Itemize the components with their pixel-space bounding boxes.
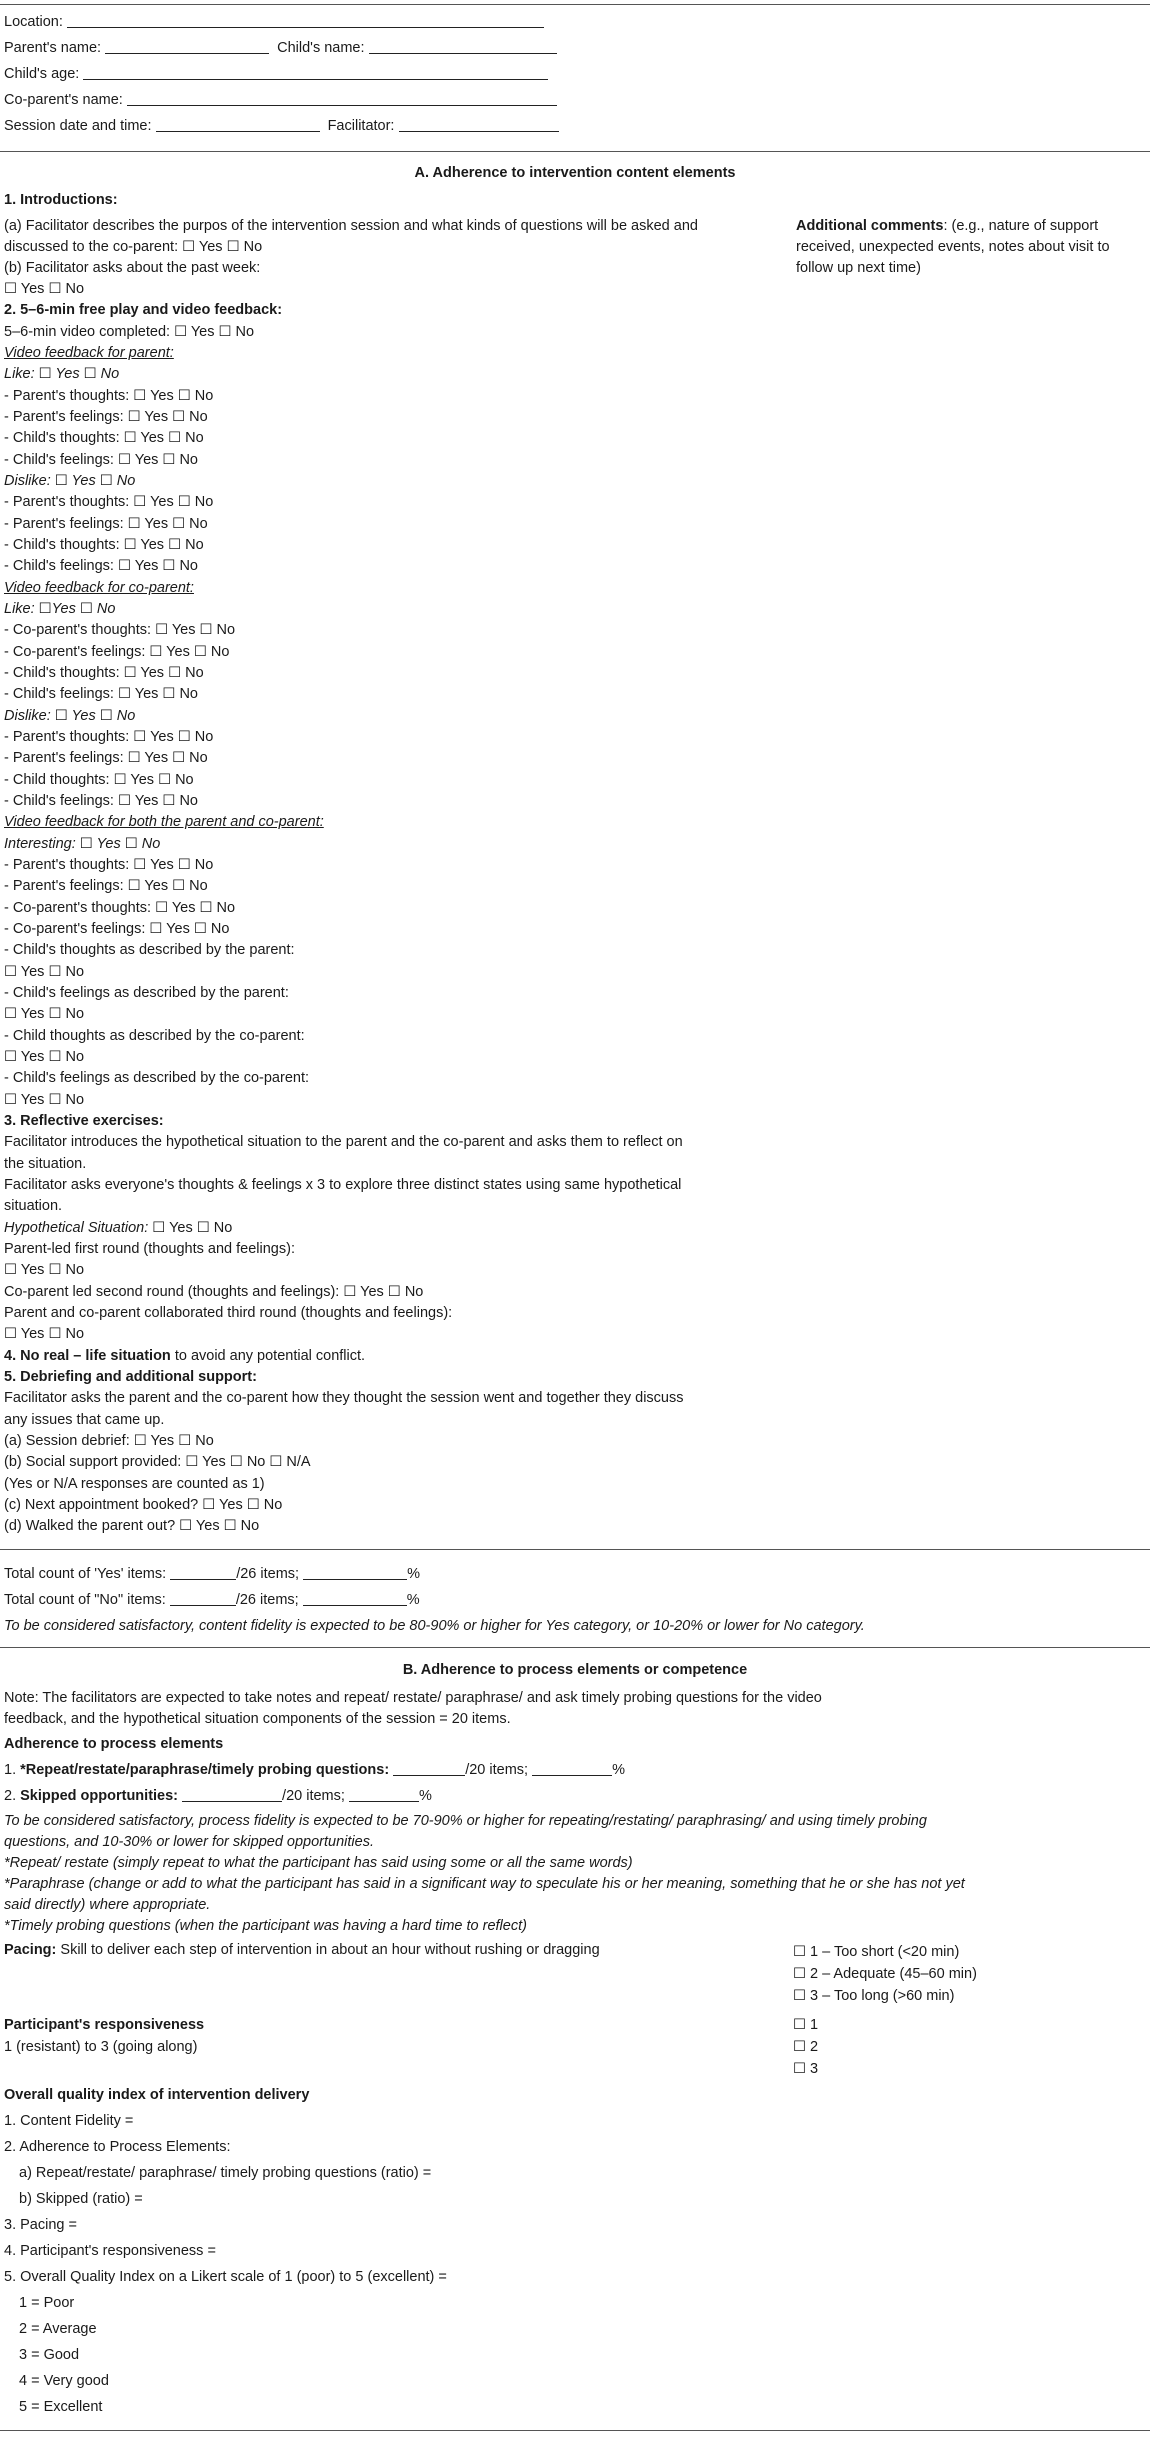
process-item-2-label: Skipped opportunities: (20, 1788, 179, 1804)
quality-repeat-ratio: a) Repeat/restate/ paraphrase/ timely probing questions (ratio) = (19, 2165, 432, 2181)
quality-overall-index: 5. Overall Quality Index on a Likert scale of 1 (poor) to 5 (excellent) = (4, 2269, 447, 2285)
names-row (4, 38, 557, 59)
child-name-label: Child's name: (277, 40, 365, 56)
child-thoughts-by-coparent: - Child thoughts as described by the co-parent: (4, 1028, 305, 1044)
parent-feelings-1[interactable]: - Parent's feelings: ☐ Yes ☐ No (4, 409, 208, 425)
parent-thoughts-2[interactable]: - Parent's thoughts: ☐ Yes ☐ No (4, 494, 214, 510)
definition-paraphrase-l2: said directly) where appropriate. (4, 1897, 211, 1913)
child-thoughts-4[interactable]: - Child thoughts: ☐ Yes ☐ No (4, 772, 194, 788)
hypothetical-label: Hypothetical Situation: (4, 1220, 149, 1236)
child-feelings-3[interactable]: - Child's feelings: ☐ Yes ☐ No (4, 686, 198, 702)
additional-comments (796, 216, 1098, 237)
child-thoughts-by-parent: - Child's thoughts as described by the parent: (4, 942, 295, 958)
walked-parent-out[interactable]: (d) Walked the parent out? ☐ Yes ☐ No (4, 1518, 260, 1534)
parent-thoughts-1[interactable]: - Parent's thoughts: ☐ Yes ☐ No (4, 388, 214, 404)
debriefing-l1: Facilitator asks the parent and the co-parent how they thought the session went and together they discuss (4, 1390, 684, 1406)
video-feedback-coparent-heading: Video feedback for co-parent: (4, 580, 194, 596)
scale-excellent: 5 = Excellent (19, 2399, 103, 2415)
video-feedback-both-heading: Video feedback for both the parent and co-parent: (4, 814, 324, 830)
yes-no-6[interactable]: ☐ Yes ☐ No (4, 1326, 85, 1342)
reflective-heading: 3. Reflective exercises: (4, 1113, 164, 1129)
pacing-option-3[interactable]: ☐ 3 – Too long (>60 min) (793, 1988, 955, 2004)
yes-count-items: /26 items; (236, 1566, 300, 1582)
intro-item-a: (a) Facilitator describes the purpos of the intervention session and what kinds of questions will be asked and (4, 218, 698, 234)
quality-responsiveness: 4. Participant's responsiveness = (4, 2243, 216, 2259)
parent-thoughts-3[interactable]: - Parent's thoughts: ☐ Yes ☐ No (4, 729, 214, 745)
process-item-2 (4, 1786, 432, 1807)
rule-header (0, 151, 1150, 152)
process-note-l2: questions, and 10-30% or lower for skipped opportunities. (4, 1834, 374, 1850)
process-item-1-pct: % (612, 1762, 625, 1778)
child-age-field[interactable] (83, 65, 548, 80)
reflective-l1: Facilitator introduces the hypothetical situation to the parent and the co-parent and asks them to reflect on (4, 1134, 683, 1150)
facilitator-field[interactable] (399, 117, 559, 132)
no-count-label: Total count of "No" items: (4, 1592, 166, 1608)
parent-name-field[interactable] (105, 39, 269, 54)
responsiveness-scale: 1 (resistant) to 3 (going along) (4, 2039, 198, 2055)
section-a-title: A. Adherence to intervention content elements (414, 165, 736, 181)
no-count-field[interactable] (170, 1591, 236, 1606)
parent-thoughts-4[interactable]: - Parent's thoughts: ☐ Yes ☐ No (4, 857, 214, 873)
round-2[interactable]: Co-parent led second round (thoughts and feelings): ☐ Yes ☐ No (4, 1284, 424, 1300)
parent-feelings-2[interactable]: - Parent's feelings: ☐ Yes ☐ No (4, 516, 208, 532)
process-item-1-items: /20 items; (465, 1762, 529, 1778)
no-real-life (4, 1346, 365, 1367)
intro-item-a-cont: discussed to the co-parent: ☐ Yes ☐ No (4, 239, 263, 255)
additional-comments-label: Additional comments (796, 218, 944, 234)
location-row (4, 12, 544, 33)
process-item-2-num: 2. (4, 1788, 21, 1804)
process-item-1-num: 1. (4, 1762, 21, 1778)
yes-no-5[interactable]: ☐ Yes ☐ No (4, 1262, 85, 1278)
process-item-1-percent[interactable] (532, 1761, 612, 1776)
next-appointment[interactable]: (c) Next appointment booked? ☐ Yes ☐ No (4, 1497, 283, 1513)
parent-feelings-3[interactable]: - Parent's feelings: ☐ Yes ☐ No (4, 750, 208, 766)
yes-no-3[interactable]: ☐ Yes ☐ No (4, 1049, 85, 1065)
debriefing-l2: any issues that came up. (4, 1412, 165, 1428)
like-2[interactable]: Like: ☐Yes ☐ No (4, 601, 116, 617)
yes-count-field[interactable] (170, 1565, 236, 1580)
yes-no-1[interactable]: ☐ Yes ☐ No (4, 964, 85, 980)
section-b-note-l2: feedback, and the hypothetical situation components of the session = 20 items. (4, 1711, 511, 1727)
responsiveness-option-1[interactable]: ☐ 1 (793, 2017, 819, 2033)
location-label: Location: (4, 14, 63, 30)
parent-feelings-4[interactable]: - Parent's feelings: ☐ Yes ☐ No (4, 878, 208, 894)
responsiveness-option-3[interactable]: ☐ 3 (793, 2061, 819, 2077)
process-item-2-count[interactable] (182, 1787, 282, 1802)
child-feelings-1[interactable]: - Child's feelings: ☐ Yes ☐ No (4, 452, 198, 468)
coparent-feelings-2[interactable]: - Co-parent's feelings: ☐ Yes ☐ No (4, 921, 230, 937)
pacing-option-2[interactable]: ☐ 2 – Adequate (45–60 min) (793, 1966, 977, 1982)
session-row (4, 116, 559, 137)
no-count-row (4, 1590, 420, 1611)
additional-comments-l2: received, unexpected events, notes about visit to (796, 239, 1110, 255)
yes-count-label: Total count of 'Yes' items: (4, 1566, 167, 1582)
quality-content-fidelity: 1. Content Fidelity = (4, 2113, 134, 2129)
yes-no-4[interactable]: ☐ Yes ☐ No (4, 1092, 85, 1108)
session-label: Session date and time: (4, 118, 152, 134)
process-note-l1: To be considered satisfactory, process fidelity is expected to be 70-90% or higher for repeating/restating/ paraphrasing/ and using timely probing (4, 1813, 927, 1829)
dislike-2[interactable]: Dislike: ☐ Yes ☐ No (4, 708, 136, 724)
process-item-2-percent[interactable] (349, 1787, 419, 1802)
scale-average: 2 = Average (19, 2321, 97, 2337)
definition-repeat: *Repeat/ restate (simply repeat to what the participant has said using some or all the same words) (4, 1855, 633, 1871)
process-item-1 (4, 1760, 625, 1781)
yes-na-note: (Yes or N/A responses are counted as 1) (4, 1476, 265, 1492)
reflective-l3: Facilitator asks everyone's thoughts & feelings x 3 to explore three distinct states using same hypothetical (4, 1177, 682, 1193)
child-name-field[interactable] (369, 39, 557, 54)
scale-poor: 1 = Poor (19, 2295, 75, 2311)
responsiveness-heading: Participant's responsiveness (4, 2017, 205, 2033)
child-feelings-4[interactable]: - Child's feelings: ☐ Yes ☐ No (4, 793, 198, 809)
introductions-heading: 1. Introductions: (4, 192, 118, 208)
parent-name-label: Parent's name: (4, 40, 102, 56)
no-count-items: /26 items; (235, 1592, 299, 1608)
session-date-field[interactable] (156, 117, 320, 132)
quality-process-elements: 2. Adherence to Process Elements: (4, 2139, 231, 2155)
process-heading: Adherence to process elements (4, 1736, 224, 1752)
no-percent-field[interactable] (303, 1591, 407, 1606)
coparent-name-row (4, 90, 557, 111)
pacing-label: Pacing: (4, 1942, 57, 1958)
dislike-1[interactable]: Dislike: ☐ Yes ☐ No (4, 473, 136, 489)
child-age-row (4, 64, 548, 85)
quality-index-heading: Overall quality index of intervention delivery (4, 2087, 310, 2103)
hypothetical-situation[interactable] (4, 1218, 232, 1239)
process-item-1-label: *Repeat/restate/paraphrase/timely probing questions: (20, 1762, 390, 1778)
video-feedback-parent-heading: Video feedback for parent: (4, 345, 174, 361)
coparent-name-label: Co-parent's name: (4, 92, 123, 108)
child-feelings-2[interactable]: - Child's feelings: ☐ Yes ☐ No (4, 558, 198, 574)
intro-item-b-checkboxes[interactable]: ☐ Yes ☐ No (4, 281, 85, 297)
reflective-l2: the situation. (4, 1156, 87, 1172)
section-b-title: B. Adherence to process elements or competence (402, 1662, 748, 1678)
additional-comments-l3: follow up next time) (796, 260, 921, 276)
pacing-row (4, 1940, 600, 1961)
hypothetical-checkboxes[interactable]: ☐ Yes ☐ No (148, 1220, 233, 1236)
child-feelings-by-parent: - Child's feelings as described by the parent: (4, 985, 289, 1001)
reflective-l4: situation. (4, 1198, 63, 1214)
child-thoughts-2[interactable]: - Child's thoughts: ☐ Yes ☐ No (4, 537, 204, 553)
scale-very-good: 4 = Very good (19, 2373, 109, 2389)
rule-section-b (0, 1647, 1150, 1648)
definition-paraphrase-l1: *Paraphrase (change or add to what the participant has said in a significant way to speculate his or her meaning, something that he or she has not yet (4, 1876, 965, 1892)
social-support[interactable]: (b) Social support provided: ☐ Yes ☐ No ☐ N/A (4, 1454, 311, 1470)
interesting[interactable]: Interesting: ☐ Yes ☐ No (4, 836, 161, 852)
coparent-thoughts-2[interactable]: - Co-parent's thoughts: ☐ Yes ☐ No (4, 900, 236, 916)
no-real-life-rest: to avoid any potential conflict. (170, 1348, 366, 1364)
child-age-label: Child's age: (4, 66, 80, 82)
location-field[interactable] (67, 13, 544, 28)
child-feelings-by-coparent: - Child's feelings as described by the co-parent: (4, 1070, 310, 1086)
yes-no-2[interactable]: ☐ Yes ☐ No (4, 1006, 85, 1022)
no-percent-sign: % (406, 1592, 420, 1608)
child-thoughts-3[interactable]: - Child's thoughts: ☐ Yes ☐ No (4, 665, 204, 681)
process-item-2-pct: % (418, 1788, 432, 1804)
no-real-life-heading: 4. No real – life situation (4, 1348, 171, 1364)
pacing-text: Skill to deliver each step of intervention in about an hour without rushing or dragging (56, 1942, 600, 1958)
coparent-thoughts-1[interactable]: - Co-parent's thoughts: ☐ Yes ☐ No (4, 622, 236, 638)
additional-comments-l1: : (e.g., nature of support (943, 218, 1099, 234)
section-b-note-l1: Note: The facilitators are expected to take notes and repeat/ restate/ paraphrase/ and ask timely probing questions for the video (4, 1690, 822, 1706)
like-1[interactable]: Like: ☐ Yes ☐ No (4, 366, 120, 382)
coparent-name-field[interactable] (127, 91, 557, 106)
responsiveness-option-2[interactable]: ☐ 2 (793, 2039, 819, 2055)
definition-probing: *Timely probing questions (when the participant was having a hard time to reflect) (4, 1918, 527, 1934)
session-debrief[interactable]: (a) Session debrief: ☐ Yes ☐ No (4, 1433, 214, 1449)
video-completed[interactable]: 5–6-min video completed: ☐ Yes ☐ No (4, 324, 255, 340)
rule-counts (0, 1549, 1150, 1550)
yes-count-row (4, 1564, 420, 1585)
bottom-rule (0, 2430, 1150, 2431)
free-play-heading: 2. 5–6-min free play and video feedback: (4, 302, 283, 318)
quality-skipped-ratio: b) Skipped (ratio) = (19, 2191, 143, 2207)
child-thoughts-1[interactable]: - Child's thoughts: ☐ Yes ☐ No (4, 430, 204, 446)
content-satisfactory-note: To be considered satisfactory, content fidelity is expected to be 80-90% or higher for Yes category, or 10-20% or lower for No category. (4, 1618, 865, 1634)
yes-percent-sign: % (407, 1566, 420, 1582)
pacing-option-1[interactable]: ☐ 1 – Too short (<20 min) (793, 1944, 960, 1960)
coparent-feelings-1[interactable]: - Co-parent's feelings: ☐ Yes ☐ No (4, 644, 230, 660)
intro-item-b: (b) Facilitator asks about the past week: (4, 260, 261, 276)
debriefing-heading: 5. Debriefing and additional support: (4, 1369, 257, 1385)
round-3: Parent and co-parent collaborated third round (thoughts and feelings): (4, 1305, 453, 1321)
quality-pacing: 3. Pacing = (4, 2217, 77, 2233)
process-item-2-items: /20 items; (282, 1788, 345, 1804)
facilitator-label: Facilitator: (327, 118, 395, 134)
round-1: Parent-led first round (thoughts and feelings): (4, 1241, 295, 1257)
yes-percent-field[interactable] (303, 1565, 407, 1580)
process-item-1-count[interactable] (393, 1761, 465, 1776)
top-rule (0, 4, 1150, 5)
scale-good: 3 = Good (19, 2347, 80, 2363)
